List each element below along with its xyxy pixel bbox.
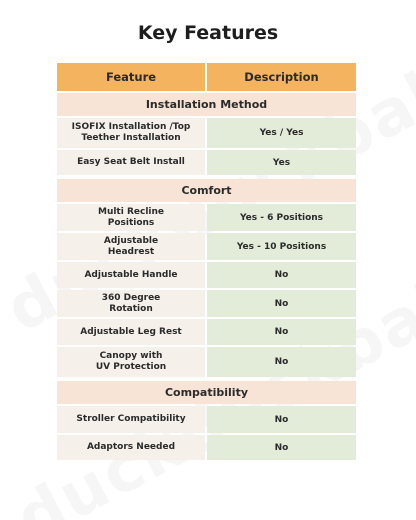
table-row xyxy=(57,233,356,260)
table-row xyxy=(57,435,356,460)
header-description: Description xyxy=(207,63,356,91)
row-feature: Stroller Compatibility xyxy=(57,406,205,433)
row-value: Yes xyxy=(207,150,356,175)
row-feature: Easy Seat Belt Install xyxy=(57,150,205,175)
page-title: Key Features xyxy=(137,22,279,44)
table-row xyxy=(57,347,356,377)
row-feature: ISOFIX Installation /Top Teether Installation xyxy=(57,118,205,148)
row-value: Yes / Yes xyxy=(207,118,356,148)
row-feature: Adjustable Headrest xyxy=(57,233,205,260)
row-value: No xyxy=(207,347,356,377)
table-row xyxy=(57,204,356,231)
row-feature: 360 Degree Rotation xyxy=(57,290,205,317)
row-value: Yes - 6 Positions xyxy=(207,204,356,231)
table-row xyxy=(57,262,356,288)
row-value: No xyxy=(207,435,356,460)
row-value: No xyxy=(207,262,356,288)
header-feature: Feature xyxy=(57,63,205,91)
row-value: No xyxy=(207,406,356,433)
row-feature: Multi Recline Positions xyxy=(57,204,205,231)
table-row xyxy=(57,290,356,317)
row-value: No xyxy=(207,319,356,345)
table-row xyxy=(57,150,356,175)
row-feature: Adjustable Handle xyxy=(57,262,205,288)
section-comfort: Comfort xyxy=(57,179,356,202)
table-header xyxy=(57,63,356,91)
features-table xyxy=(57,63,356,460)
table-row xyxy=(57,118,356,148)
row-value: No xyxy=(207,290,356,317)
table-row xyxy=(57,406,356,433)
row-value: Yes - 10 Positions xyxy=(207,233,356,260)
row-feature: Adjustable Leg Rest xyxy=(57,319,205,345)
section-compatibility: Compatibility xyxy=(57,381,356,404)
section-installation-method: Installation Method xyxy=(57,93,356,116)
table-row xyxy=(57,319,356,345)
row-feature: Canopy with UV Protection xyxy=(57,347,205,377)
row-feature: Adaptors Needed xyxy=(57,435,205,460)
